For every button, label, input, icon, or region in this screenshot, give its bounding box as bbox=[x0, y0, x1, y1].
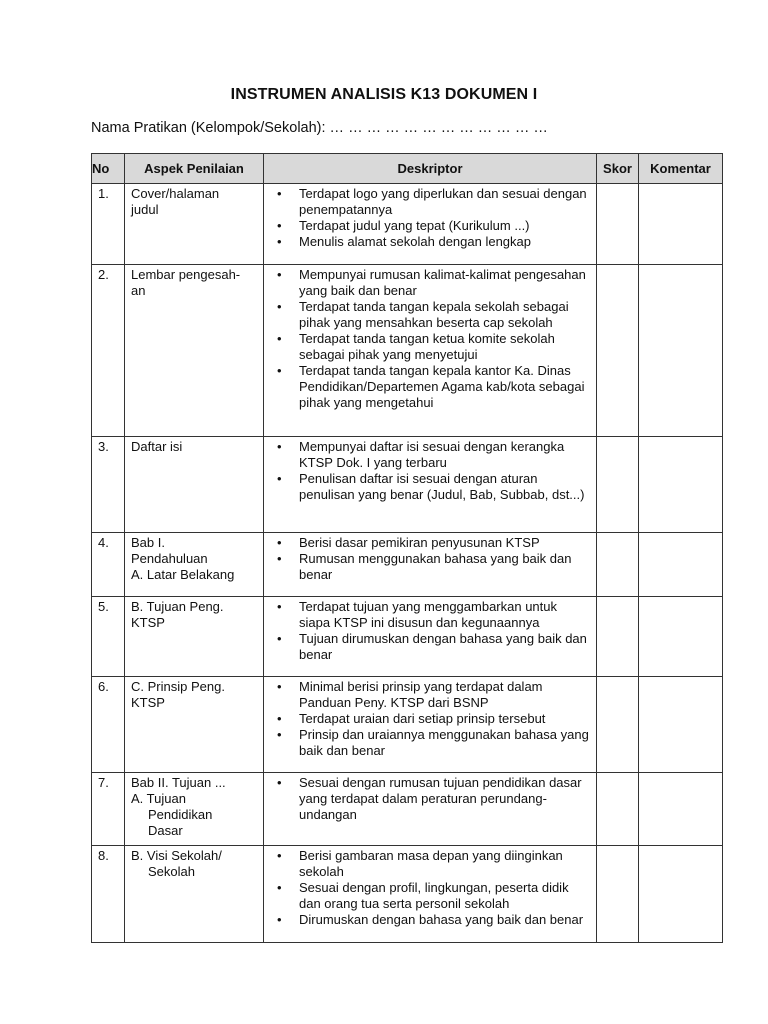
aspek-cell bbox=[125, 773, 264, 846]
deskriptor-item: • Rumusan menggunakan bahasa yang baik dan benar bbox=[299, 551, 591, 583]
row-number: 4. bbox=[92, 533, 125, 597]
deskriptor-item: • Penulisan daftar isi sesuai dengan aturan penulisan yang benar (Judul, Bab, Subbab, dst...) bbox=[299, 471, 591, 503]
deskriptor-item: • Terdapat tanda tangan kepala sekolah sebagai pihak yang mensahkan beserta cap sekolah bbox=[299, 299, 591, 331]
aspek-text: an bbox=[131, 283, 146, 298]
aspek-text: Dasar bbox=[148, 823, 183, 838]
assessment-table bbox=[91, 153, 723, 943]
row-number: 6. bbox=[92, 677, 125, 773]
deskriptor-cell bbox=[264, 265, 597, 437]
aspek-text: Bab I. bbox=[131, 535, 165, 550]
deskriptor-item: • Terdapat judul yang tepat (Kurikulum ...) bbox=[299, 218, 591, 234]
table-row bbox=[92, 265, 723, 437]
deskriptor-cell bbox=[264, 597, 597, 677]
table-header-row bbox=[92, 154, 723, 184]
row-number: 8. bbox=[92, 846, 125, 943]
name-field-line: Nama Pratikan (Kelompok/Sekolah): … … … … … … … … … … … … bbox=[91, 120, 548, 136]
aspek-text: A. Tujuan bbox=[131, 791, 186, 806]
aspek-text: C. Prinsip Peng. bbox=[131, 679, 225, 694]
komentar-cell[interactable] bbox=[639, 437, 723, 533]
table-row bbox=[92, 677, 723, 773]
skor-cell[interactable] bbox=[597, 533, 639, 597]
deskriptor-item: • Terdapat logo yang diperlukan dan sesuai dengan penempatannya bbox=[299, 186, 591, 218]
deskriptor-cell bbox=[264, 773, 597, 846]
aspek-text: A. Latar Belakang bbox=[131, 567, 235, 582]
deskriptor-cell bbox=[264, 677, 597, 773]
komentar-cell[interactable] bbox=[639, 773, 723, 846]
deskriptor-item: • Berisi gambaran masa depan yang diinginkan sekolah bbox=[299, 848, 591, 880]
aspek-text: KTSP bbox=[131, 695, 165, 710]
table-row bbox=[92, 184, 723, 265]
skor-cell[interactable] bbox=[597, 846, 639, 943]
deskriptor-cell bbox=[264, 533, 597, 597]
aspek-text: B. Tujuan Peng. bbox=[131, 599, 224, 614]
header-no: No bbox=[92, 154, 125, 184]
deskriptor-item: • Mempunyai daftar isi sesuai dengan kerangka KTSP Dok. I yang terbaru bbox=[299, 439, 591, 471]
row-number: 7. bbox=[92, 773, 125, 846]
row-number: 1. bbox=[92, 184, 125, 265]
aspek-text: Pendidikan bbox=[148, 807, 213, 822]
komentar-cell[interactable] bbox=[639, 597, 723, 677]
row-number: 5. bbox=[92, 597, 125, 677]
komentar-cell[interactable] bbox=[639, 184, 723, 265]
skor-cell[interactable] bbox=[597, 597, 639, 677]
row-number: 3. bbox=[92, 437, 125, 533]
table-row bbox=[92, 533, 723, 597]
deskriptor-item: • Minimal berisi prinsip yang terdapat dalam Panduan Peny. KTSP dari BSNP bbox=[299, 679, 591, 711]
aspek-text: Bab II. Tujuan ... bbox=[131, 775, 226, 790]
aspek-text: judul bbox=[131, 202, 159, 217]
deskriptor-item: • Dirumuskan dengan bahasa yang baik dan benar bbox=[299, 912, 591, 928]
aspek-cell bbox=[125, 437, 264, 533]
aspek-cell bbox=[125, 533, 264, 597]
deskriptor-item: • Sesuai dengan rumusan tujuan pendidikan dasar yang terdapat dalam peraturan perundang-undangan bbox=[299, 775, 591, 823]
deskriptor-item: • Sesuai dengan profil, lingkungan, peserta didik dan orang tua serta personil sekolah bbox=[299, 880, 591, 912]
aspek-text: Cover/halaman bbox=[131, 186, 220, 201]
table-row bbox=[92, 437, 723, 533]
komentar-cell[interactable] bbox=[639, 533, 723, 597]
deskriptor-item: • Terdapat tanda tangan ketua komite sekolah sebagai pihak yang menyetujui bbox=[299, 331, 591, 363]
table-row bbox=[92, 597, 723, 677]
deskriptor-item: • Berisi dasar pemikiran penyusunan KTSP bbox=[299, 535, 591, 551]
aspek-text: Sekolah bbox=[148, 864, 195, 879]
aspek-text: Pendahuluan bbox=[131, 551, 208, 566]
deskriptor-item: • Terdapat uraian dari setiap prinsip tersebut bbox=[299, 711, 591, 727]
aspek-text: Lembar pengesah- bbox=[131, 267, 241, 282]
header-skor: Skor bbox=[597, 154, 639, 184]
aspek-text: B. Visi Sekolah/ bbox=[131, 848, 222, 863]
komentar-cell[interactable] bbox=[639, 265, 723, 437]
skor-cell[interactable] bbox=[597, 677, 639, 773]
skor-cell[interactable] bbox=[597, 265, 639, 437]
aspek-cell bbox=[125, 184, 264, 265]
deskriptor-item: • Mempunyai rumusan kalimat-kalimat pengesahan yang baik dan benar bbox=[299, 267, 591, 299]
aspek-cell bbox=[125, 677, 264, 773]
aspek-cell bbox=[125, 846, 264, 943]
deskriptor-cell bbox=[264, 846, 597, 943]
deskriptor-item: • Terdapat tujuan yang menggambarkan untuk siapa KTSP ini disusun dan kegunaannya bbox=[299, 599, 591, 631]
deskriptor-item: • Tujuan dirumuskan dengan bahasa yang baik dan benar bbox=[299, 631, 591, 663]
skor-cell[interactable] bbox=[597, 437, 639, 533]
header-deskriptor: Deskriptor bbox=[264, 154, 597, 184]
deskriptor-item: • Menulis alamat sekolah dengan lengkap bbox=[299, 234, 591, 250]
deskriptor-item: • Prinsip dan uraiannya menggunakan bahasa yang baik dan benar bbox=[299, 727, 591, 759]
table-row bbox=[92, 846, 723, 943]
komentar-cell[interactable] bbox=[639, 846, 723, 943]
aspek-text: KTSP bbox=[131, 615, 165, 630]
aspek-text: Daftar isi bbox=[131, 439, 183, 454]
row-number: 2. bbox=[92, 265, 125, 437]
document-title: INSTRUMEN ANALISIS K13 DOKUMEN I bbox=[230, 86, 538, 103]
skor-cell[interactable] bbox=[597, 773, 639, 846]
table-row bbox=[92, 773, 723, 846]
header-komentar: Komentar bbox=[639, 154, 723, 184]
skor-cell[interactable] bbox=[597, 184, 639, 265]
deskriptor-cell bbox=[264, 437, 597, 533]
aspek-cell bbox=[125, 265, 264, 437]
aspek-cell bbox=[125, 597, 264, 677]
deskriptor-item: • Terdapat tanda tangan kepala kantor Ka. Dinas Pendidikan/Departemen Agama kab/kota sebagai pihak yang mengetahui bbox=[299, 363, 591, 411]
komentar-cell[interactable] bbox=[639, 677, 723, 773]
deskriptor-cell bbox=[264, 184, 597, 265]
header-aspek: Aspek Penilaian bbox=[125, 154, 264, 184]
